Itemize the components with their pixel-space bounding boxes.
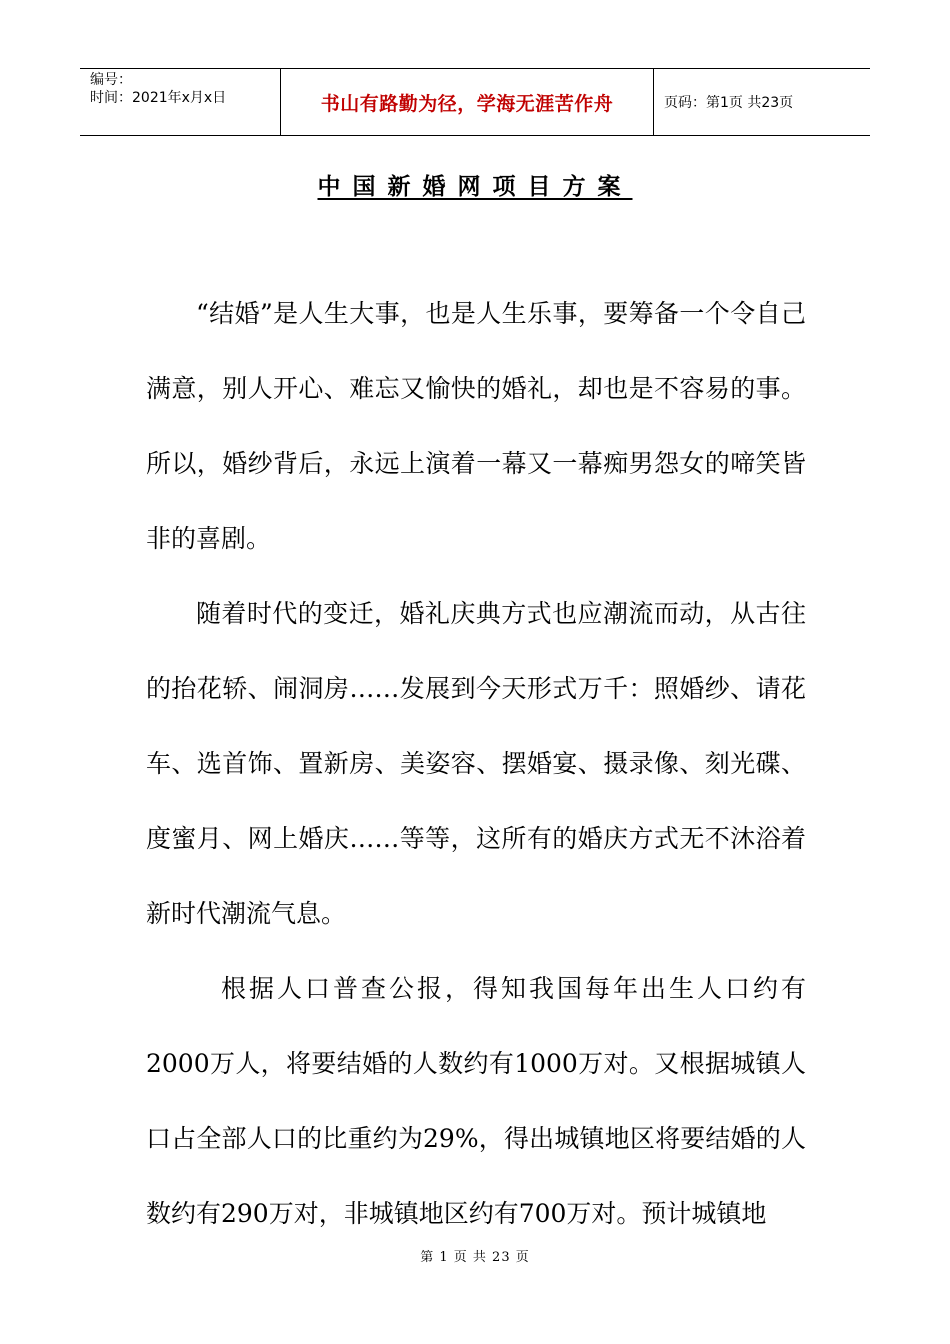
document-title-wrapper	[0, 168, 950, 201]
header-page-code: 页码：第1页 共23页	[664, 95, 794, 111]
document-date-label: 时间：2021年x月x日	[90, 90, 227, 106]
header-meta	[80, 69, 281, 135]
page-footer: 第 1 页 共 23 页	[420, 1250, 530, 1265]
header-motto: 书山有路勤为径，学海无涯苦作舟	[281, 69, 654, 135]
document-title: 中国新婚网项目方案	[317, 174, 633, 200]
body-paragraph: “结婚”是人生大事，也是人生乐事，要筹备一个令自己满意，别人开心、难忘又愉快的婚礼，却也是不容易的事。所以，婚纱背后，永远上演着一幕又一幕痴男怨女的啼笑皆非的喜剧。	[146, 299, 806, 553]
document-number-label: 编号：	[90, 72, 132, 88]
document-body	[146, 276, 806, 1251]
page-header	[80, 68, 870, 136]
body-paragraph: 根据人口普查公报，得知我国每年出生人口约有2000万人，将要结婚的人数约有1000万对。又根据城镇人口占全部人口的比重约为29%，得出城镇地区将要结婚的人数约有290万对，非城镇地区约有700万对。预计城镇地	[146, 974, 806, 1228]
body-paragraph: 随着时代的变迁，婚礼庆典方式也应潮流而动，从古往的抬花轿、闹洞房……发展到今天形式万千：照婚纱、请花车、选首饰、置新房、美姿容、摆婚宴、摄录像、刻光碟、度蜜月、网上婚庆……等等，这所有的婚庆方式无不沐浴着新时代潮流气息。	[146, 599, 806, 928]
